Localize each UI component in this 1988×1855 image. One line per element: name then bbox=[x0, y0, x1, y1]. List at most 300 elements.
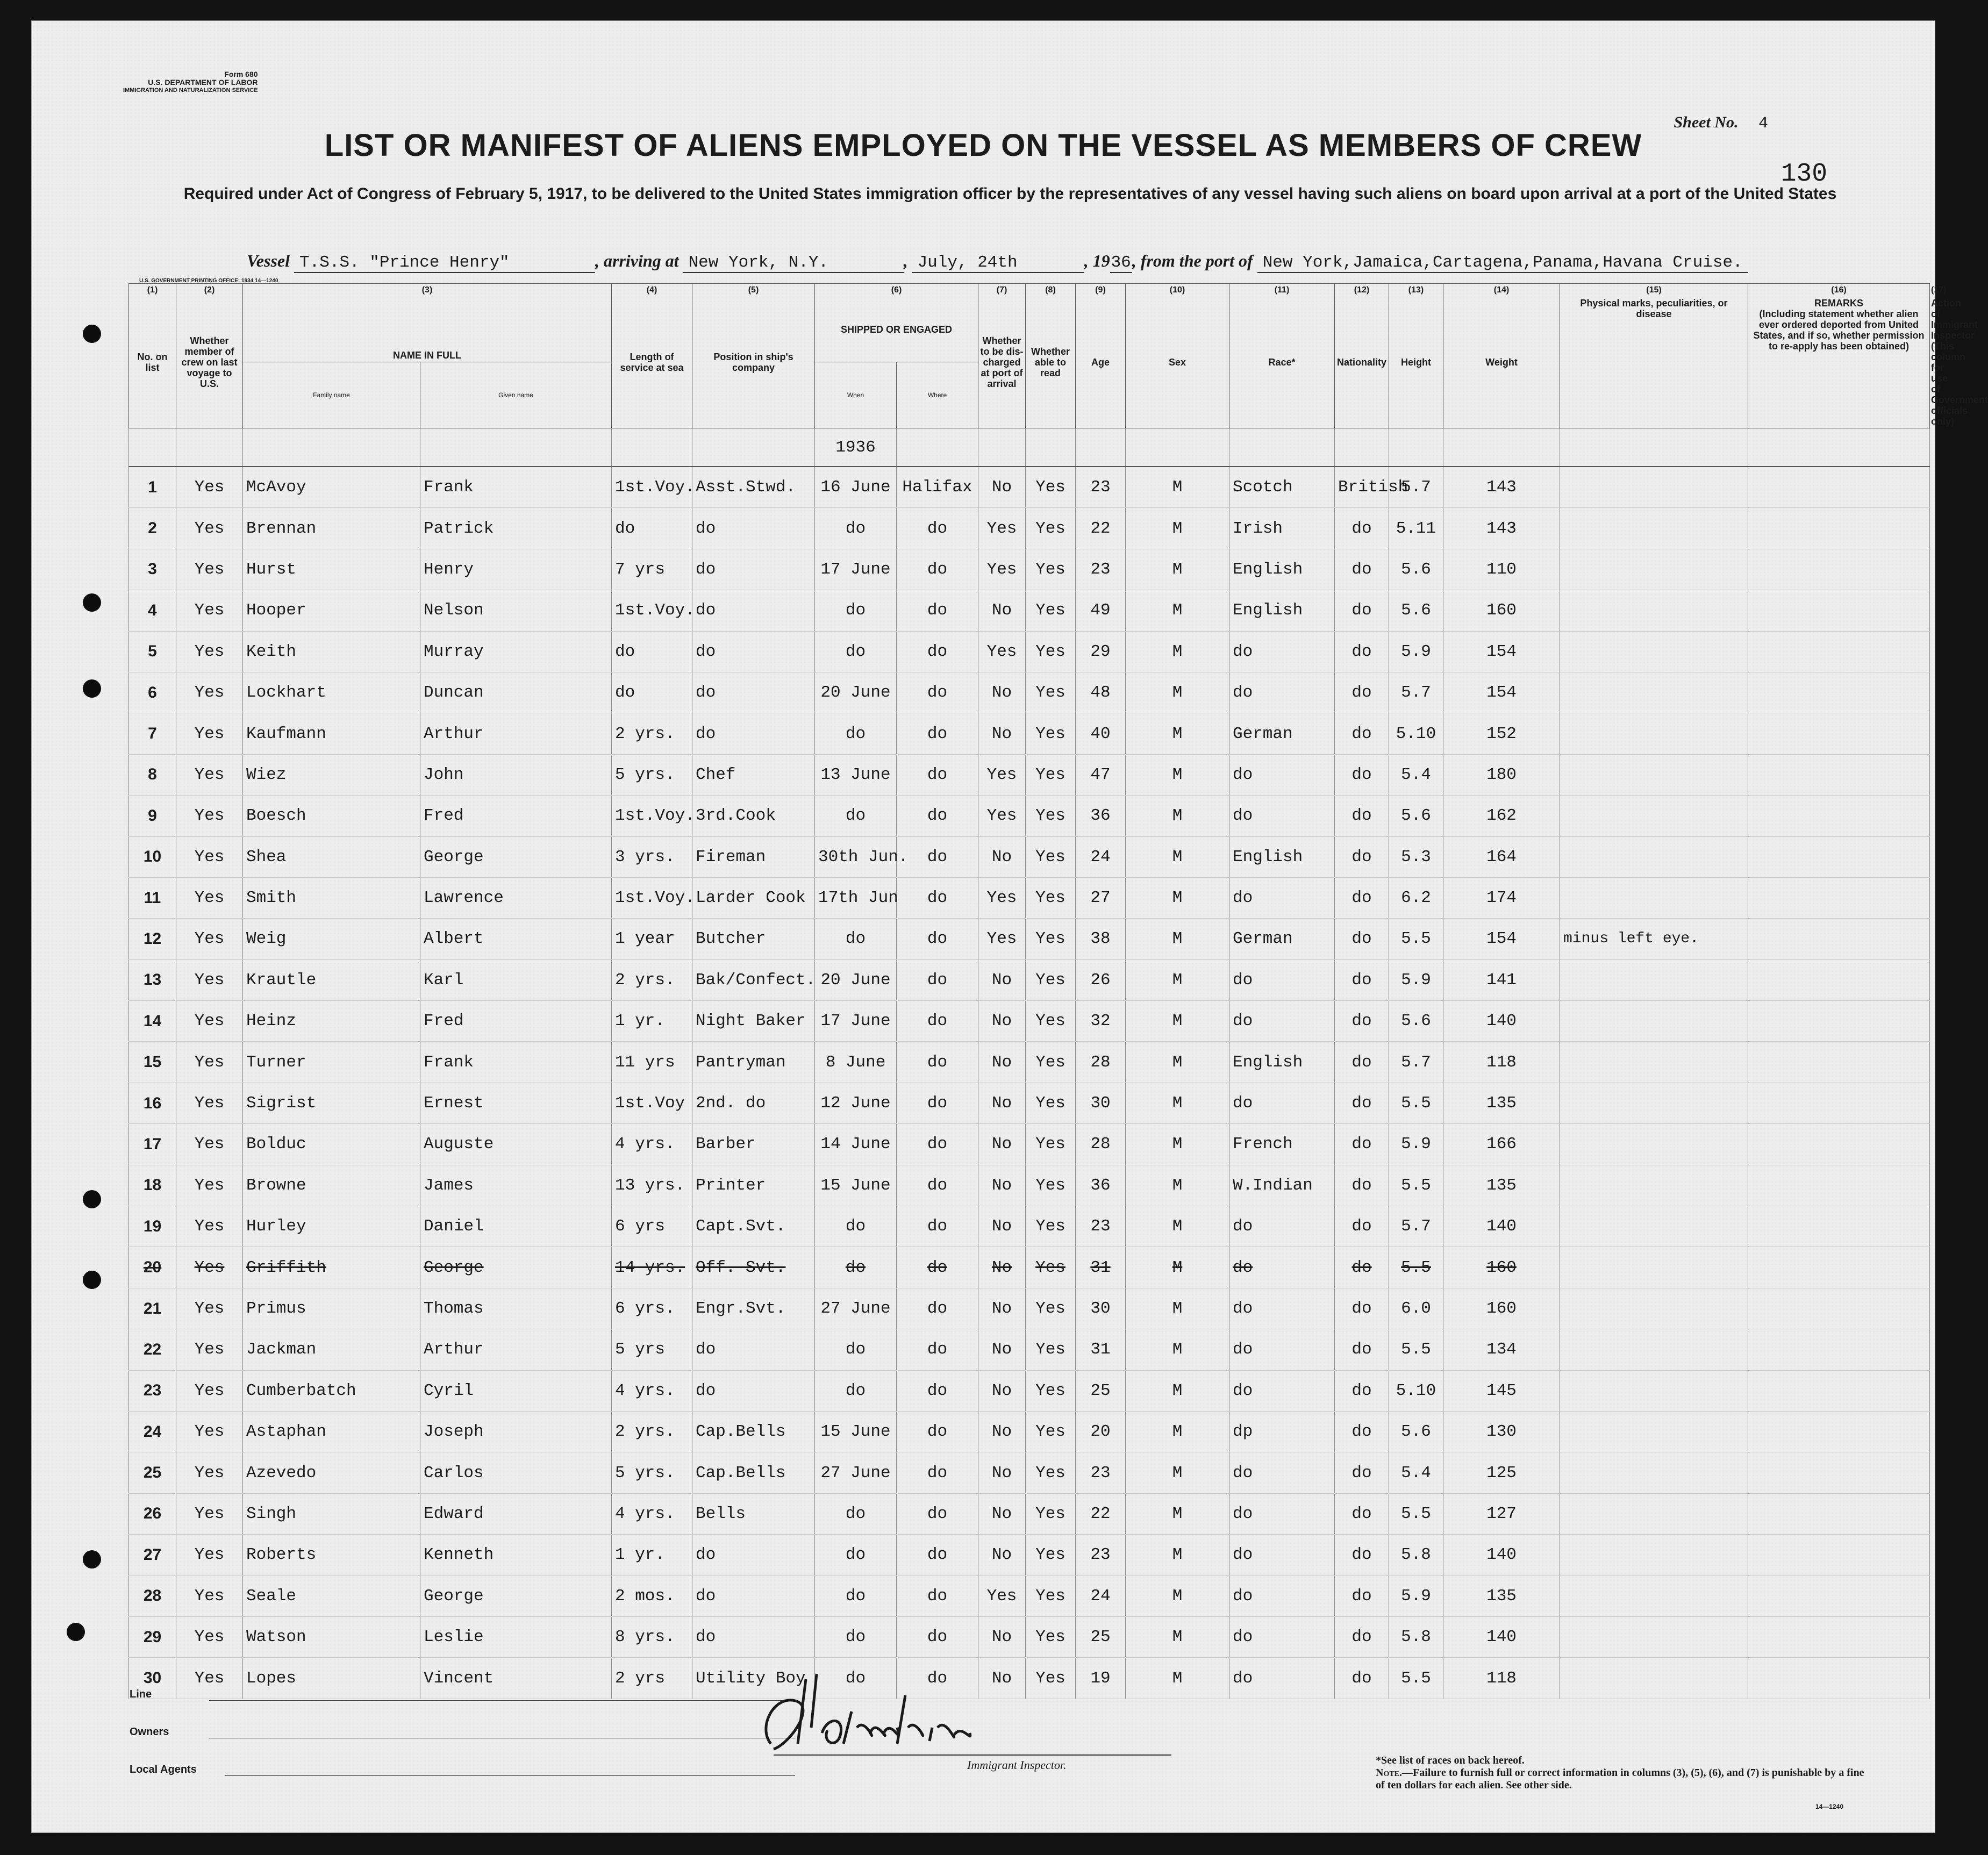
table-row bbox=[129, 467, 1930, 508]
manifest-sheet bbox=[31, 20, 1988, 1833]
age-cell: 24 bbox=[1076, 1575, 1126, 1616]
weight-cell: 125 bbox=[1443, 1452, 1560, 1493]
nationality-cell: do bbox=[1335, 796, 1389, 836]
weight-cell: 118 bbox=[1443, 1042, 1560, 1083]
physical-marks-cell bbox=[1560, 549, 1748, 590]
physical-marks-cell bbox=[1560, 1411, 1748, 1452]
able-to-read-cell: Yes bbox=[1026, 959, 1076, 1000]
manifest-rows bbox=[129, 428, 1930, 1699]
to-be-discharged-cell: No bbox=[978, 590, 1026, 631]
row-number-cell: 10 bbox=[129, 836, 176, 877]
family-name-cell: Browne bbox=[243, 1165, 420, 1206]
given-name-cell: Vincent bbox=[420, 1658, 612, 1699]
sex-cell: M bbox=[1126, 1083, 1229, 1123]
weight-cell: 140 bbox=[1443, 1535, 1560, 1575]
race-cell: do bbox=[1229, 1535, 1335, 1575]
remarks-cell bbox=[1748, 1370, 1930, 1411]
ship-position-cell: Off. Svt. bbox=[692, 1247, 815, 1288]
remarks-cell bbox=[1748, 590, 1930, 631]
given-name-cell: Auguste bbox=[420, 1124, 612, 1165]
able-to-read-cell: Yes bbox=[1026, 1247, 1076, 1288]
given-name-cell: Nelson bbox=[420, 590, 612, 631]
height-cell: 5.11 bbox=[1389, 508, 1443, 549]
header-weight: Weight bbox=[1443, 297, 1560, 428]
member-last-voyage-cell: Yes bbox=[176, 1411, 243, 1452]
col-num-1: (1) bbox=[129, 284, 176, 297]
engaged-where-cell: do bbox=[897, 1493, 978, 1534]
col-num-11: (11) bbox=[1229, 284, 1335, 297]
remarks-cell bbox=[1748, 1165, 1930, 1206]
family-name-cell: Hooper bbox=[243, 590, 420, 631]
nationality-cell: do bbox=[1335, 919, 1389, 959]
col-num-12: (12) bbox=[1335, 284, 1389, 297]
race-cell: do bbox=[1229, 1206, 1335, 1247]
family-name-cell: McAvoy bbox=[243, 467, 420, 508]
given-name-cell: Carlos bbox=[420, 1452, 612, 1493]
table-row bbox=[129, 1001, 1930, 1042]
form-number: Form 680 bbox=[224, 70, 258, 78]
member-last-voyage-cell: Yes bbox=[176, 836, 243, 877]
header-height: Height bbox=[1389, 297, 1443, 428]
physical-marks-cell bbox=[1560, 1452, 1748, 1493]
family-name-cell: Griffith bbox=[243, 1247, 420, 1288]
age-cell: 23 bbox=[1076, 1535, 1126, 1575]
row-number-cell: 1 bbox=[129, 467, 176, 508]
table-row bbox=[129, 836, 1930, 877]
given-name-cell: Duncan bbox=[420, 672, 612, 713]
age-cell: 23 bbox=[1076, 467, 1126, 508]
race-cell: do bbox=[1229, 1658, 1335, 1699]
sex-cell: M bbox=[1126, 713, 1229, 754]
length-of-service-cell: 4 yrs. bbox=[612, 1493, 692, 1534]
length-of-service-cell: 2 mos. bbox=[612, 1575, 692, 1616]
weight-cell: 140 bbox=[1443, 1206, 1560, 1247]
able-to-read-cell: Yes bbox=[1026, 1370, 1076, 1411]
engaged-where-cell: do bbox=[897, 549, 978, 590]
given-name-cell: George bbox=[420, 836, 612, 877]
note-text: —Failure to furnish full or correct information in columns (3), (5), (6), and (7) is punishable by a fine of ten dollars for each alien. See other side. bbox=[1376, 1767, 1864, 1791]
row-number-cell: 9 bbox=[129, 796, 176, 836]
nationality-cell: do bbox=[1335, 1042, 1389, 1083]
physical-marks-cell bbox=[1560, 1329, 1748, 1370]
header-remarks-note: (Including statement whether alien ever ordered deported from United States, and if so, whether permission to re-apply has been obtained) bbox=[1753, 309, 1925, 352]
age-cell: 20 bbox=[1076, 1411, 1126, 1452]
table-row bbox=[129, 631, 1930, 672]
row-number-cell: 27 bbox=[129, 1535, 176, 1575]
remarks-cell bbox=[1748, 1658, 1930, 1699]
member-last-voyage-cell: Yes bbox=[176, 1042, 243, 1083]
physical-marks-cell bbox=[1560, 1288, 1748, 1329]
length-of-service-cell: 2 yrs. bbox=[612, 713, 692, 754]
to-be-discharged-cell: Yes bbox=[978, 549, 1026, 590]
physical-marks-cell bbox=[1560, 1083, 1748, 1123]
able-to-read-cell: Yes bbox=[1026, 1575, 1076, 1616]
given-name-cell: Henry bbox=[420, 549, 612, 590]
row-number-cell: 19 bbox=[129, 1206, 176, 1247]
header-when: When bbox=[815, 362, 897, 428]
given-name-cell: Kenneth bbox=[420, 1535, 612, 1575]
race-cell: English bbox=[1229, 549, 1335, 590]
to-be-discharged-cell: No bbox=[978, 1042, 1026, 1083]
age-cell: 30 bbox=[1076, 1288, 1126, 1329]
ship-position-cell: do bbox=[692, 1616, 815, 1657]
weight-cell: 152 bbox=[1443, 713, 1560, 754]
col-num-5: (5) bbox=[692, 284, 815, 297]
engaged-when-cell: do bbox=[815, 1247, 897, 1288]
engaged-when-cell: do bbox=[815, 1575, 897, 1616]
sex-cell: M bbox=[1126, 836, 1229, 877]
row-number-cell: 21 bbox=[129, 1288, 176, 1329]
to-be-discharged-cell: No bbox=[978, 1616, 1026, 1657]
to-be-discharged-cell: No bbox=[978, 1288, 1026, 1329]
to-be-discharged-cell: Yes bbox=[978, 796, 1026, 836]
remarks-cell bbox=[1748, 796, 1930, 836]
nationality-cell: do bbox=[1335, 549, 1389, 590]
to-be-discharged-cell: No bbox=[978, 1247, 1026, 1288]
remarks-cell bbox=[1748, 508, 1930, 549]
row-number-cell: 15 bbox=[129, 1042, 176, 1083]
height-cell: 5.3 bbox=[1389, 836, 1443, 877]
race-cell: do bbox=[1229, 1329, 1335, 1370]
header-sex: Sex bbox=[1126, 297, 1229, 428]
weight-cell: 180 bbox=[1443, 754, 1560, 795]
page-subtitle: Required under Act of Congress of February 5, 1917, to be delivered to the United States immigration officer by the representatives of any vessel having such aliens on board upon arrival at a port of the United States bbox=[183, 185, 1837, 203]
member-last-voyage-cell: Yes bbox=[176, 1288, 243, 1329]
height-cell: 6.0 bbox=[1389, 1288, 1443, 1329]
able-to-read-cell: Yes bbox=[1026, 919, 1076, 959]
sheet-no-label: Sheet No. bbox=[1674, 113, 1739, 131]
given-name-cell: Leslie bbox=[420, 1616, 612, 1657]
to-be-discharged-cell: No bbox=[978, 1124, 1026, 1165]
punch-hole bbox=[83, 1271, 101, 1289]
row-number-cell: 23 bbox=[129, 1370, 176, 1411]
race-cell: French bbox=[1229, 1124, 1335, 1165]
engaged-where-cell: do bbox=[897, 796, 978, 836]
height-cell: 5.7 bbox=[1389, 1206, 1443, 1247]
length-of-service-cell: 13 yrs. bbox=[612, 1165, 692, 1206]
remarks-cell bbox=[1748, 549, 1930, 590]
able-to-read-cell: Yes bbox=[1026, 796, 1076, 836]
age-cell: 23 bbox=[1076, 1206, 1126, 1247]
ship-position-cell: Capt.Svt. bbox=[692, 1206, 815, 1247]
table-row bbox=[129, 1124, 1930, 1165]
family-name-cell: Heinz bbox=[243, 1001, 420, 1042]
table-row bbox=[129, 508, 1930, 549]
length-of-service-cell: 3 yrs. bbox=[612, 836, 692, 877]
nationality-cell: British bbox=[1335, 467, 1389, 508]
form-service: IMMIGRATION AND NATURALIZATION SERVICE bbox=[123, 87, 258, 94]
length-of-service-cell: 5 yrs bbox=[612, 1329, 692, 1370]
engaged-where-cell: do bbox=[897, 919, 978, 959]
member-last-voyage-cell: Yes bbox=[176, 1124, 243, 1165]
sex-cell: M bbox=[1126, 877, 1229, 918]
to-be-discharged-cell: No bbox=[978, 836, 1026, 877]
nationality-cell: do bbox=[1335, 672, 1389, 713]
given-name-cell: Daniel bbox=[420, 1206, 612, 1247]
length-of-service-cell: do bbox=[612, 631, 692, 672]
row-number-cell: 4 bbox=[129, 590, 176, 631]
member-last-voyage-cell: Yes bbox=[176, 1575, 243, 1616]
member-last-voyage-cell: Yes bbox=[176, 672, 243, 713]
member-last-voyage-cell: Yes bbox=[176, 919, 243, 959]
race-cell: German bbox=[1229, 919, 1335, 959]
age-cell: 26 bbox=[1076, 959, 1126, 1000]
ship-position-cell: do bbox=[692, 713, 815, 754]
sex-cell: M bbox=[1126, 919, 1229, 959]
given-name-cell: Joseph bbox=[420, 1411, 612, 1452]
race-cell: do bbox=[1229, 1001, 1335, 1042]
given-name-cell: Murray bbox=[420, 631, 612, 672]
member-last-voyage-cell: Yes bbox=[176, 796, 243, 836]
race-cell: do bbox=[1229, 1247, 1335, 1288]
fine-note bbox=[1376, 1767, 1870, 1792]
engaged-when-cell: 8 June bbox=[815, 1042, 897, 1083]
member-last-voyage-cell: Yes bbox=[176, 1658, 243, 1699]
engaged-where-cell: do bbox=[897, 836, 978, 877]
given-name-cell: George bbox=[420, 1575, 612, 1616]
to-be-discharged-cell: Yes bbox=[978, 1575, 1026, 1616]
given-name-cell: Patrick bbox=[420, 508, 612, 549]
nationality-cell: do bbox=[1335, 1575, 1389, 1616]
given-name-cell: James bbox=[420, 1165, 612, 1206]
age-cell: 31 bbox=[1076, 1329, 1126, 1370]
inspector-underline bbox=[774, 1754, 1171, 1756]
engaged-when-cell: do bbox=[815, 1535, 897, 1575]
family-name-cell: Keith bbox=[243, 631, 420, 672]
form-department: U.S. DEPARTMENT OF LABOR bbox=[148, 78, 258, 87]
header-position: Position in ship's company bbox=[692, 297, 815, 428]
height-cell: 5.4 bbox=[1389, 1452, 1443, 1493]
physical-marks-cell bbox=[1560, 1616, 1748, 1657]
family-name-cell: Turner bbox=[243, 1042, 420, 1083]
engaged-when-cell: do bbox=[815, 590, 897, 631]
able-to-read-cell: Yes bbox=[1026, 1493, 1076, 1534]
height-cell: 5.9 bbox=[1389, 1575, 1443, 1616]
ship-position-cell: Butcher bbox=[692, 919, 815, 959]
table-row bbox=[129, 1329, 1930, 1370]
weight-cell: 145 bbox=[1443, 1370, 1560, 1411]
weight-cell: 174 bbox=[1443, 877, 1560, 918]
height-cell: 5.6 bbox=[1389, 796, 1443, 836]
family-name-cell: Astaphan bbox=[243, 1411, 420, 1452]
ship-position-cell: do bbox=[692, 1575, 815, 1616]
given-name-cell: Arthur bbox=[420, 713, 612, 754]
able-to-read-cell: Yes bbox=[1026, 549, 1076, 590]
table-row bbox=[129, 1411, 1930, 1452]
engaged-where-cell: do bbox=[897, 1001, 978, 1042]
col-num-14: (14) bbox=[1443, 284, 1560, 297]
height-cell: 5.7 bbox=[1389, 672, 1443, 713]
able-to-read-cell: Yes bbox=[1026, 1042, 1076, 1083]
owners-label: Owners bbox=[130, 1726, 169, 1738]
height-cell: 5.5 bbox=[1389, 1658, 1443, 1699]
to-be-discharged-cell: Yes bbox=[978, 919, 1026, 959]
age-cell: 31 bbox=[1076, 1247, 1126, 1288]
physical-marks-cell bbox=[1560, 713, 1748, 754]
table-row bbox=[129, 1247, 1930, 1288]
row-number-cell: 28 bbox=[129, 1575, 176, 1616]
sex-cell: M bbox=[1126, 1206, 1229, 1247]
race-cell: do bbox=[1229, 1575, 1335, 1616]
physical-marks-cell bbox=[1560, 467, 1748, 508]
table-row bbox=[129, 1535, 1930, 1575]
remarks-cell bbox=[1748, 1001, 1930, 1042]
weight-cell: 160 bbox=[1443, 1247, 1560, 1288]
ship-position-cell: do bbox=[692, 672, 815, 713]
ship-position-cell: 3rd.Cook bbox=[692, 796, 815, 836]
engaged-where-cell: do bbox=[897, 1206, 978, 1247]
footnotes bbox=[1376, 1754, 1870, 1792]
able-to-read-cell: Yes bbox=[1026, 754, 1076, 795]
local-agents-label: Local Agents bbox=[130, 1764, 197, 1775]
col-num-9: (9) bbox=[1076, 284, 1126, 297]
table-row bbox=[129, 1452, 1930, 1493]
to-be-discharged-cell: No bbox=[978, 467, 1026, 508]
engaged-where-cell: do bbox=[897, 508, 978, 549]
table-row bbox=[129, 1493, 1930, 1534]
family-name-cell: Smith bbox=[243, 877, 420, 918]
height-cell: 5.6 bbox=[1389, 549, 1443, 590]
punch-hole bbox=[83, 1190, 101, 1208]
row-number-cell: 5 bbox=[129, 631, 176, 672]
family-name-cell: Wiez bbox=[243, 754, 420, 795]
row-number-cell: 13 bbox=[129, 959, 176, 1000]
given-name-cell: Fred bbox=[420, 1001, 612, 1042]
sex-cell: M bbox=[1126, 1165, 1229, 1206]
row-number-cell: 29 bbox=[129, 1616, 176, 1657]
weight-cell: 154 bbox=[1443, 631, 1560, 672]
sex-cell: M bbox=[1126, 959, 1229, 1000]
table-row bbox=[129, 590, 1930, 631]
height-cell: 5.5 bbox=[1389, 1329, 1443, 1370]
arriving-label: , arriving at bbox=[595, 251, 679, 270]
engaged-where-cell: do bbox=[897, 713, 978, 754]
inspector-label: Immigrant Inspector. bbox=[967, 1758, 1067, 1772]
ship-position-cell: Night Baker bbox=[692, 1001, 815, 1042]
member-last-voyage-cell: Yes bbox=[176, 877, 243, 918]
line-label: Line bbox=[130, 1688, 152, 1700]
able-to-read-cell: Yes bbox=[1026, 1616, 1076, 1657]
sex-cell: M bbox=[1126, 467, 1229, 508]
weight-cell: 141 bbox=[1443, 959, 1560, 1000]
row-number-cell: 16 bbox=[129, 1083, 176, 1123]
sex-cell: M bbox=[1126, 1616, 1229, 1657]
nationality-cell: do bbox=[1335, 1124, 1389, 1165]
family-name-cell: Lopes bbox=[243, 1658, 420, 1699]
race-cell: do bbox=[1229, 796, 1335, 836]
physical-marks-cell bbox=[1560, 1206, 1748, 1247]
length-of-service-cell: 11 yrs bbox=[612, 1042, 692, 1083]
to-be-discharged-cell: No bbox=[978, 1658, 1026, 1699]
to-be-discharged-cell: No bbox=[978, 1411, 1026, 1452]
ship-position-cell: do bbox=[692, 590, 815, 631]
ship-position-cell: Chef bbox=[692, 754, 815, 795]
age-cell: 28 bbox=[1076, 1124, 1126, 1165]
sex-cell: M bbox=[1126, 1001, 1229, 1042]
race-cell: do bbox=[1229, 672, 1335, 713]
col-num-15: (15) bbox=[1560, 284, 1748, 297]
able-to-read-cell: Yes bbox=[1026, 631, 1076, 672]
age-cell: 49 bbox=[1076, 590, 1126, 631]
length-of-service-cell: 14 yrs. bbox=[612, 1247, 692, 1288]
length-of-service-cell: 4 yrs. bbox=[612, 1124, 692, 1165]
header-discharged: Whether to be dis-charged at port of arrival bbox=[978, 297, 1026, 428]
col-num-16: (16) bbox=[1748, 284, 1930, 297]
physical-marks-cell bbox=[1560, 1575, 1748, 1616]
remarks-cell bbox=[1748, 1329, 1930, 1370]
family-name-cell: Watson bbox=[243, 1616, 420, 1657]
remarks-cell bbox=[1748, 1411, 1930, 1452]
table-row bbox=[129, 919, 1930, 959]
remarks-cell bbox=[1748, 959, 1930, 1000]
height-cell: 6.2 bbox=[1389, 877, 1443, 918]
member-last-voyage-cell: Yes bbox=[176, 1206, 243, 1247]
engaged-where-cell: do bbox=[897, 672, 978, 713]
length-of-service-cell: 1st.Voy. bbox=[612, 877, 692, 918]
height-cell: 5.10 bbox=[1389, 713, 1443, 754]
weight-cell: 162 bbox=[1443, 796, 1560, 836]
col-num-13: (13) bbox=[1389, 284, 1443, 297]
col-num-10: (10) bbox=[1126, 284, 1229, 297]
remarks-cell bbox=[1748, 877, 1930, 918]
nationality-cell: do bbox=[1335, 1370, 1389, 1411]
physical-marks-cell bbox=[1560, 1001, 1748, 1042]
remarks-cell bbox=[1748, 672, 1930, 713]
given-name-cell: Karl bbox=[420, 959, 612, 1000]
to-be-discharged-cell: No bbox=[978, 713, 1026, 754]
sex-cell: M bbox=[1126, 549, 1229, 590]
family-name-cell: Roberts bbox=[243, 1535, 420, 1575]
family-name-cell: Primus bbox=[243, 1288, 420, 1329]
table-row bbox=[129, 549, 1930, 590]
engaged-where-cell: do bbox=[897, 754, 978, 795]
physical-marks-cell bbox=[1560, 508, 1748, 549]
race-cell: do bbox=[1229, 631, 1335, 672]
weight-cell: 164 bbox=[1443, 836, 1560, 877]
able-to-read-cell: Yes bbox=[1026, 1535, 1076, 1575]
physical-marks-cell bbox=[1560, 796, 1748, 836]
table-row bbox=[129, 1042, 1930, 1083]
age-cell: 40 bbox=[1076, 713, 1126, 754]
weight-cell: 140 bbox=[1443, 1616, 1560, 1657]
age-cell: 36 bbox=[1076, 796, 1126, 836]
row-number-cell: 6 bbox=[129, 672, 176, 713]
member-last-voyage-cell: Yes bbox=[176, 467, 243, 508]
engaged-where-cell: do bbox=[897, 590, 978, 631]
age-cell: 23 bbox=[1076, 1452, 1126, 1493]
member-last-voyage-cell: Yes bbox=[176, 713, 243, 754]
table-row bbox=[129, 877, 1930, 918]
col-num-3: (3) bbox=[243, 284, 612, 297]
weight-cell: 130 bbox=[1443, 1411, 1560, 1452]
engaged-when-cell: do bbox=[815, 1616, 897, 1657]
sheet-no-value: 4 bbox=[1758, 114, 1768, 133]
length-of-service-cell: 8 yrs. bbox=[612, 1616, 692, 1657]
length-of-service-cell: do bbox=[612, 508, 692, 549]
member-last-voyage-cell: Yes bbox=[176, 1247, 243, 1288]
header-race: Race* bbox=[1229, 297, 1335, 428]
from-port: New York,Jamaica,Cartagena,Panama,Havana Cruise. bbox=[1257, 253, 1748, 273]
age-cell: 23 bbox=[1076, 549, 1126, 590]
race-cell: German bbox=[1229, 713, 1335, 754]
table-row bbox=[129, 713, 1930, 754]
nationality-cell: do bbox=[1335, 508, 1389, 549]
ship-position-cell: Asst.Stwd. bbox=[692, 467, 815, 508]
sex-cell: M bbox=[1126, 1124, 1229, 1165]
punch-hole bbox=[83, 1550, 101, 1568]
family-name-cell: Krautle bbox=[243, 959, 420, 1000]
nationality-cell: do bbox=[1335, 1247, 1389, 1288]
